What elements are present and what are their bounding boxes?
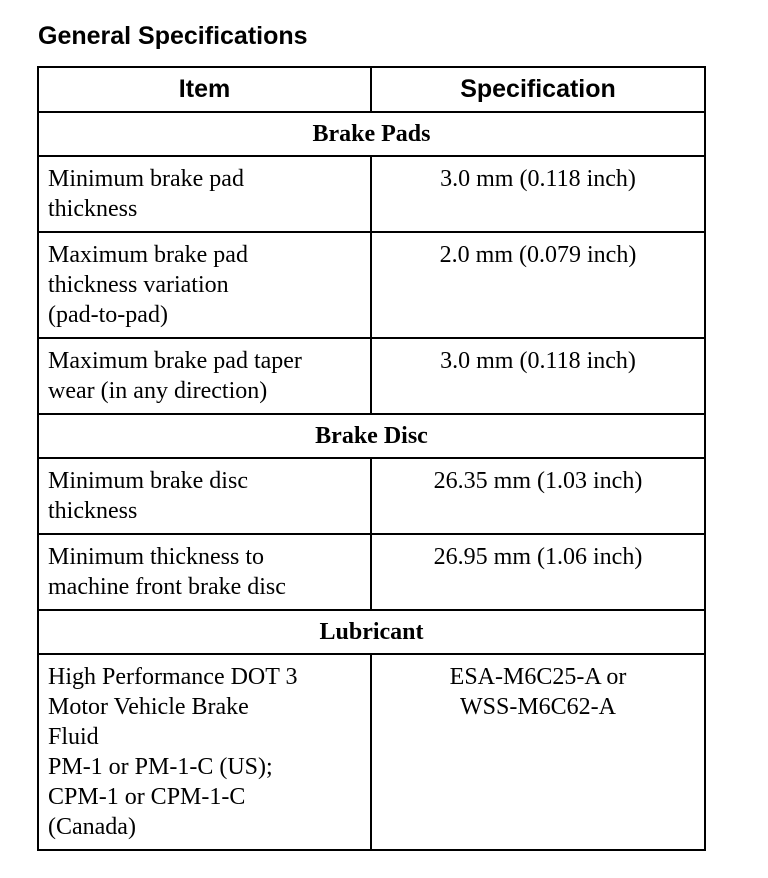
item-cell [38,654,371,850]
table-row [38,458,705,534]
table-row [38,156,705,232]
table-row [38,338,705,414]
spec-cell [371,156,705,232]
item-cell [38,534,371,610]
spec-text-line: 26.35 mm (1.03 inch) [433,468,643,494]
column-header-item: Item [38,67,371,112]
spec-table [37,66,706,851]
spec-cell [371,232,705,338]
item-text-line: Minimum brake pad [48,166,244,192]
item-text-line: Maximum brake pad taper [48,348,302,374]
table-row [38,654,705,850]
spec-text-line: ESA-M6C25-A or [449,664,627,690]
item-text-line: Fluid [48,724,99,750]
item-cell [38,156,371,232]
header-row [38,67,705,112]
item-text-line: (pad-to-pad) [48,302,168,328]
item-text-line: (Canada) [48,814,136,840]
spec-text-line: 26.95 mm (1.06 inch) [433,544,643,570]
spec-text-line: 3.0 mm (0.118 inch) [440,166,636,192]
spec-cell [371,534,705,610]
item-text-line: thickness variation [48,272,229,298]
item-text-line: wear (in any direction) [48,378,268,404]
section-row [38,610,705,654]
table-row [38,534,705,610]
section-row [38,112,705,156]
spec-text-line: 2.0 mm (0.079 inch) [439,242,637,268]
item-text-line: High Performance DOT 3 [48,664,298,690]
spec-cell [371,654,705,850]
table-row [38,232,705,338]
section-row [38,414,705,458]
spec-text-line: WSS-M6C62-A [459,694,616,720]
item-text-line: Minimum thickness to [48,544,264,570]
spec-text-line: 3.0 mm (0.118 inch) [440,348,636,374]
item-text-line: Maximum brake pad [48,242,248,268]
item-text-line: CPM-1 or CPM-1-C [48,784,246,810]
item-text-line: Motor Vehicle Brake [48,694,249,720]
section-title: Brake Disc [38,414,705,458]
item-text-line: thickness [48,498,138,524]
spec-cell [371,458,705,534]
column-header-specification: Specification [371,67,705,112]
item-cell [38,232,371,338]
section-title: Lubricant [38,610,705,654]
spec-cell [371,338,705,414]
item-cell [38,458,371,534]
item-text-line: PM-1 or PM-1-C (US); [48,754,273,780]
item-text-line: Minimum brake disc [48,468,248,494]
item-text-line: thickness [48,196,138,222]
section-title: Brake Pads [38,112,705,156]
item-cell [38,338,371,414]
item-text-line: machine front brake disc [48,574,286,600]
page-title: General Specifications [38,22,308,50]
